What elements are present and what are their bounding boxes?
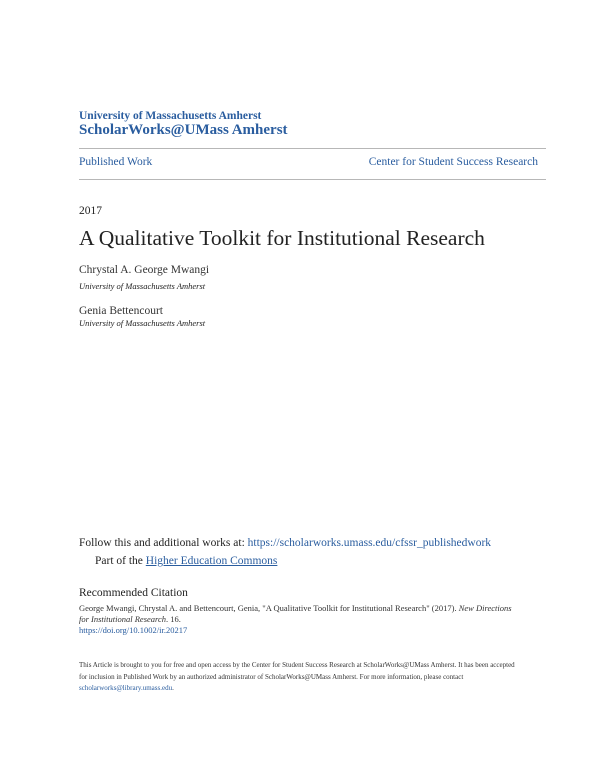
citation-heading: Recommended Citation xyxy=(79,587,188,599)
author-name: Genia Bettencourt xyxy=(79,305,163,317)
author-affiliation: University of Massachusetts Amherst xyxy=(79,318,206,328)
divider-top xyxy=(79,148,546,149)
notice-end: . xyxy=(172,684,174,692)
doi-link[interactable]: https://doi.org/10.1002/ir.20217 xyxy=(79,625,188,635)
access-notice xyxy=(79,660,519,695)
center-link[interactable]: Center for Student Success Research xyxy=(368,156,538,168)
contact-email-link[interactable]: scholarworks@library.umass.edu xyxy=(79,684,173,692)
citation-volume: . 16. xyxy=(166,614,181,624)
follow-line xyxy=(79,537,491,549)
follow-text: Follow this and additional works at: xyxy=(79,537,248,549)
citation-body xyxy=(79,603,519,636)
author-affiliation: University of Massachusetts Amherst xyxy=(79,281,206,291)
published-work-link[interactable]: Published Work xyxy=(79,156,153,168)
divider-bottom xyxy=(79,179,546,180)
part-of-line xyxy=(95,555,277,567)
repository-name: ScholarWorks@UMass Amherst xyxy=(79,122,288,138)
commons-link[interactable]: Higher Education Commons xyxy=(145,555,278,567)
article-title: A Qualitative Toolkit for Institutional Research xyxy=(79,226,485,250)
collection-url-link[interactable]: https://scholarworks.umass.edu/cfssr_publishedwork xyxy=(247,537,492,549)
citation-journal: New Directions for Institutional Research xyxy=(79,603,512,624)
author-name: Chrystal A. George Mwangi xyxy=(79,264,210,276)
notice-text: This Article is brought to you for free and open access by the Center for Student Success Research at ScholarWorks@UMass Amherst. It has been accepted for inclusion in Published Work by an authorized administrator of ScholarWorks@UMass Amherst. For more information, please contact xyxy=(79,661,515,681)
institution-name: University of Massachusetts Amherst xyxy=(79,110,262,122)
publication-year: 2017 xyxy=(79,205,102,217)
citation-text: George Mwangi, Chrystal A. and Bettencourt, Genia, "A Qualitative Toolkit for Institutional Research" (2017). xyxy=(79,603,459,613)
part-of-text: Part of the xyxy=(95,555,146,567)
